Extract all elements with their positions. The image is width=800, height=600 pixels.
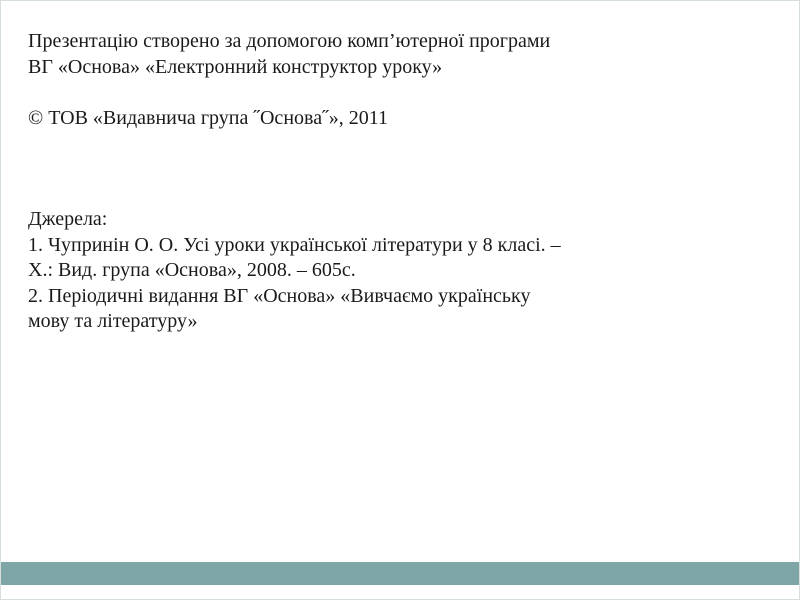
spacer: [28, 131, 778, 207]
bottom-decorative-bar: [1, 562, 799, 585]
source-item-2-line-1: 2. Періодичні видання ВГ «Основа» «Вивчаємо українську: [28, 284, 531, 307]
source-item-1-line-2: Х.: Вид. група «Основа», 2008. – 605с.: [28, 259, 356, 281]
copyright-line: © ТОВ «Видавнича група ˝Основа˝», 2011: [28, 106, 388, 129]
source-item-2-line-2: мову та літературу»: [28, 310, 198, 332]
credits-line-2: ВГ «Основа» «Електронний конструктор уроку»: [28, 55, 443, 78]
slide-text-block: [28, 29, 778, 335]
sources-heading: Джерела:: [28, 208, 108, 230]
spacer: [28, 80, 778, 106]
credits-line-1: Презентацію створено за допомогою комп’ютерної програми: [28, 30, 551, 52]
source-item-1-line-1: 1. Чупринін О. О. Усі уроки української літератури у 8 класі. –: [28, 233, 561, 256]
